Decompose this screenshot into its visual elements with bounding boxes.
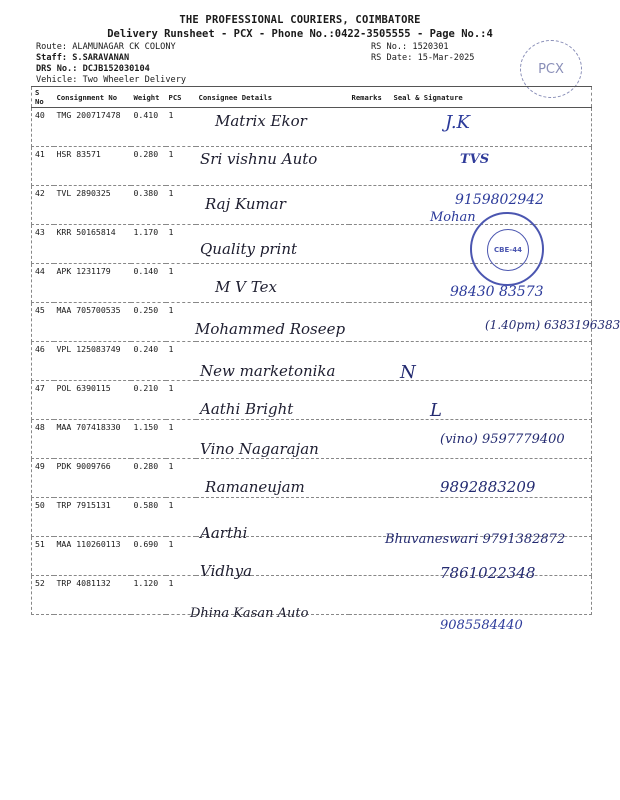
cell-pcs: 1 — [166, 303, 196, 342]
cell-pcs: 1 — [166, 264, 196, 303]
signature-handwriting: Mohan — [430, 210, 476, 225]
cell-sno: 44 — [32, 264, 54, 303]
cell-remarks — [349, 303, 391, 342]
cell-consignment: TRP 4081132 — [54, 576, 131, 615]
signature-handwriting: J.K — [445, 112, 470, 133]
cell-consignment: KRR 50165814 — [54, 225, 131, 264]
cell-weight: 0.250 — [131, 303, 166, 342]
cell-weight: 0.380 — [131, 186, 166, 225]
cell-pcs: 1 — [166, 459, 196, 498]
col-header-sno: S No — [32, 87, 54, 108]
consignee-handwriting: Aarthi — [200, 524, 248, 542]
signature-handwriting: 9892883209 — [440, 478, 536, 496]
cell-pcs: 1 — [166, 420, 196, 459]
cell-consignment: MAA 705700535 — [54, 303, 131, 342]
cell-signature — [391, 342, 592, 381]
signature-handwriting: Bhuvaneswari 9791382872 — [385, 532, 566, 547]
cell-remarks — [349, 225, 391, 264]
cell-remarks — [349, 147, 391, 186]
company-seal-stamp — [470, 212, 544, 286]
cell-consignment: TVL 2890325 — [54, 186, 131, 225]
cell-sno: 50 — [32, 498, 54, 537]
cell-remarks — [349, 420, 391, 459]
table-header-row — [32, 87, 592, 108]
cell-signature — [391, 381, 592, 420]
signature-handwriting: L — [430, 400, 442, 421]
cell-consignment: MAA 110260113 — [54, 537, 131, 576]
consignee-handwriting: Dhina Kasan Auto — [190, 606, 309, 621]
cell-remarks — [349, 342, 391, 381]
company-title: THE PROFESSIONAL COURIERS, COIMBATORE — [179, 14, 421, 26]
cell-weight: 0.210 — [131, 381, 166, 420]
cell-consignment: APK 1231179 — [54, 264, 131, 303]
rs-number: RS No.: 1520301 — [371, 42, 449, 52]
cell-pcs: 1 — [166, 537, 196, 576]
cell-remarks — [349, 264, 391, 303]
cell-consignment: HSR 83571 — [54, 147, 131, 186]
signature-handwriting: 7861022348 — [440, 564, 536, 582]
cell-weight: 0.140 — [131, 264, 166, 303]
consignee-handwriting: New marketonika — [200, 362, 336, 380]
cell-sno: 49 — [32, 459, 54, 498]
col-header-consignment: Consignment No — [54, 87, 131, 108]
cell-sno: 51 — [32, 537, 54, 576]
cell-weight: 0.280 — [131, 147, 166, 186]
staff-label: Staff: S.SARAVANAN — [36, 53, 130, 63]
cell-consignment: TMG 200717478 — [54, 108, 131, 147]
seal-center — [487, 229, 529, 271]
consignee-handwriting: Ramaneujam — [205, 478, 305, 496]
signature-handwriting: TVS — [460, 152, 490, 167]
rs-date: RS Date: 15-Mar-2025 — [371, 53, 475, 63]
cell-remarks — [349, 108, 391, 147]
cell-pcs: 1 — [166, 225, 196, 264]
cell-weight: 1.170 — [131, 225, 166, 264]
cell-sno: 48 — [32, 420, 54, 459]
cell-remarks — [349, 381, 391, 420]
pcx-stamp-label: PCX — [538, 61, 564, 77]
cell-sno: 43 — [32, 225, 54, 264]
route-label: Route: ALAMUNAGAR CK COLONY — [36, 42, 176, 52]
consignee-handwriting: Raj Kumar — [205, 195, 286, 213]
cell-remarks — [349, 186, 391, 225]
cell-pcs: 1 — [166, 342, 196, 381]
table-row — [32, 498, 592, 537]
cell-sno: 47 — [32, 381, 54, 420]
cell-remarks — [349, 459, 391, 498]
cell-consignment: TRP 7915131 — [54, 498, 131, 537]
cell-signature — [391, 498, 592, 537]
cell-weight: 0.690 — [131, 537, 166, 576]
cell-pcs: 1 — [166, 498, 196, 537]
col-header-consignee: Consignee Details — [196, 87, 349, 108]
cell-sno: 41 — [32, 147, 54, 186]
signature-handwriting: 9085584440 — [440, 618, 523, 633]
vehicle-label: Vehicle: Two Wheeler Delivery — [36, 75, 187, 85]
consignee-handwriting: Mohammed Roseep — [195, 320, 346, 338]
cell-pcs: 1 — [166, 186, 196, 225]
cell-remarks — [349, 498, 391, 537]
cell-pcs: 1 — [166, 108, 196, 147]
cell-pcs: 1 — [166, 576, 196, 615]
cell-weight: 1.120 — [131, 576, 166, 615]
cell-sno: 40 — [32, 108, 54, 147]
signature-handwriting: 98430 83573 — [450, 284, 544, 300]
consignee-handwriting: Sri vishnu Auto — [200, 150, 318, 168]
cell-weight: 0.580 — [131, 498, 166, 537]
cell-sno: 52 — [32, 576, 54, 615]
cell-sno: 42 — [32, 186, 54, 225]
cell-consignment: VPL 125083749 — [54, 342, 131, 381]
cell-sno: 46 — [32, 342, 54, 381]
consignee-handwriting: Vidhya — [200, 562, 253, 580]
col-header-remarks: Remarks — [349, 87, 391, 108]
consignee-handwriting: M V Tex — [215, 278, 277, 296]
cell-signature — [391, 108, 592, 147]
cell-pcs: 1 — [166, 147, 196, 186]
cell-sno: 45 — [32, 303, 54, 342]
cell-weight: 0.240 — [131, 342, 166, 381]
cell-signature — [391, 147, 592, 186]
cell-pcs: 1 — [166, 381, 196, 420]
consignee-handwriting: Vino Nagarajan — [200, 440, 319, 458]
cell-weight: 0.280 — [131, 459, 166, 498]
consignee-handwriting: Aathi Bright — [200, 400, 294, 418]
cell-weight: 0.410 — [131, 108, 166, 147]
signature-handwriting: 9159802942 — [455, 192, 545, 208]
signature-handwriting: (1.40pm) 6383196383 — [485, 318, 620, 332]
cell-consignment: PDK 9009766 — [54, 459, 131, 498]
consignee-handwriting: Quality print — [200, 240, 298, 258]
cell-weight: 1.150 — [131, 420, 166, 459]
cell-consignment: MAA 707418330 — [54, 420, 131, 459]
table-row — [32, 108, 592, 147]
col-header-weight: Weight — [131, 87, 166, 108]
cell-remarks — [349, 576, 391, 615]
col-header-signature: Seal & Signature — [391, 87, 592, 108]
col-header-pcs: PCS — [166, 87, 196, 108]
runsheet-subtitle: Delivery Runsheet - PCX - Phone No.:0422-3505555 - Page No.:4 — [107, 28, 493, 40]
seal-text: CBE-44 — [494, 246, 522, 254]
signature-handwriting: (vino) 9597779400 — [440, 432, 565, 447]
cell-consignment: POL 6390115 — [54, 381, 131, 420]
drs-number: DRS No.: DCJB152030104 — [36, 64, 150, 74]
signature-handwriting: N — [400, 362, 416, 383]
consignee-handwriting: Matrix Ekor — [215, 112, 307, 130]
table-row — [32, 381, 592, 420]
